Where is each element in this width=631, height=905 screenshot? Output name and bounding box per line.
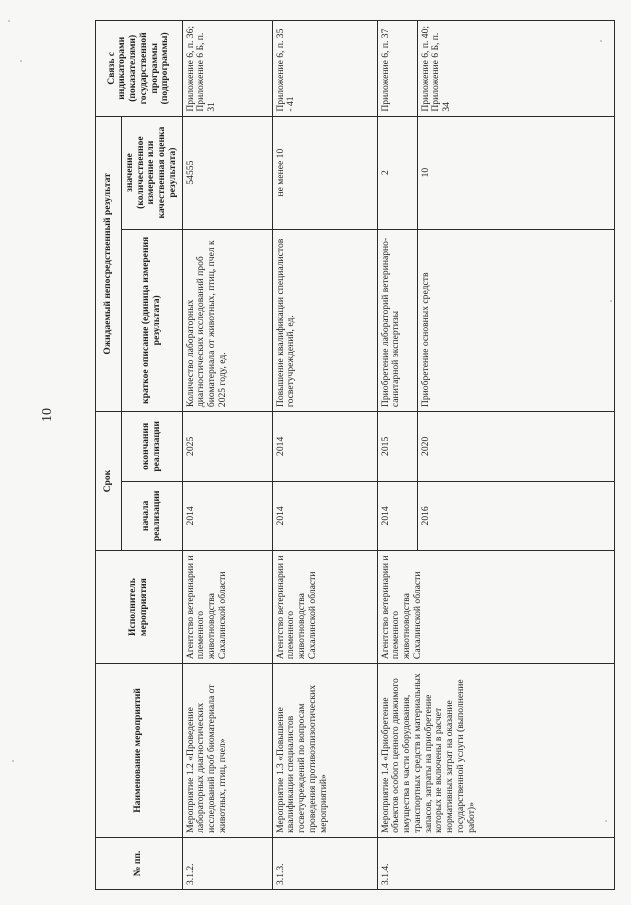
row-value: 10 [417,116,614,229]
header-result: Ожидаемый непосредственный результат [96,116,122,411]
row-link: Приложение 6, п. 37 [377,21,417,117]
row-start: 2014 [272,481,377,551]
row-link: Приложение 6, п. 36; Приложение 6 Б, п. 31 [182,21,272,117]
row-executor: Агентство ветеринарии и племенного животноводства Сахалинской области [377,551,614,664]
scan-speck [605,820,607,822]
row-executor: Агентство ветеринарии и племенного животноводства Сахалинской области [182,551,272,664]
table-row [182,21,272,890]
header-result-value: значение (количественное измерение или качественная оценка результата) [122,116,183,229]
row-executor: Агентство ветеринарии и племенного животноводства Сахалинской области [272,551,377,664]
row-desc: Приобретение основных средств [417,229,614,411]
row-end: 2014 [272,412,377,482]
header-start: начала реализации [122,481,183,551]
table-row [272,21,377,890]
row-link: Приложение 6, п. 40; Приложение 6 Б, п. 34 [417,21,614,117]
header-end: окончания реализации [122,412,183,482]
header-no: № пп. [96,837,183,889]
row-start: 2014 [377,481,417,551]
header-name: Наименование мероприятий [96,664,183,838]
row-no: 3.1.4. [377,837,614,889]
row-name: Мероприятие 1.2 «Проведение лабораторных диагностических исследований проб биоматериала от животных, птиц, пчел» [182,664,272,838]
page-number: 10 [40,408,55,422]
scan-speck [600,40,602,42]
header-link: Связь с индикаторами (показателями) государственной программы (подпрограммы) [96,21,183,117]
header-executor: Исполнитель мероприятия [96,551,183,664]
row-value: не менее 10 [272,116,377,229]
row-desc: Приобретение лабораторий ветеринарно-санитарной экспертизы [377,229,417,411]
row-desc: Повышение квалификации специалистов госветучреждений, ед. [272,229,377,411]
row-no: 3.1.3. [272,837,377,889]
scan-speck [20,60,22,62]
scan-speck [610,300,612,302]
row-name: Мероприятие 1.3 «Повышение квалификации специалистов госветучреждений по вопросам проведения противоэпизоотических мероприятий» [272,664,377,838]
row-value: 2 [377,116,417,229]
row-end: 2025 [182,412,272,482]
row-start: 2014 [182,481,272,551]
activities-table [95,20,615,890]
scan-speck [8,20,10,22]
rotated-table-wrapper [95,20,615,890]
row-name: Мероприятие 1.4 «Приобретение объектов особого ценного движимого имущества в части оборудования, транспортных средств и материальных запасов, затраты на приобретение которых не включены в расчет нормативных затрат на оказание государственной услуги (выполнение работ)» [377,664,614,838]
row-value: 54555 [182,116,272,229]
scan-speck [12,760,14,762]
table-row [377,21,417,890]
row-end: 2020 [417,412,614,482]
header-result-desc: краткое описание (единица измерения результата) [122,229,183,411]
row-end: 2015 [377,412,417,482]
row-desc: Количество лабораторных диагностических исследований проб биоматериала от животных, птиц, пчел к 2025 году, ед. [182,229,272,411]
row-link: Приложение 6, п. 35 - 41 [272,21,377,117]
row-start: 2016 [417,481,614,551]
header-term: Срок [96,412,122,551]
row-no: 3.1.2. [182,837,272,889]
